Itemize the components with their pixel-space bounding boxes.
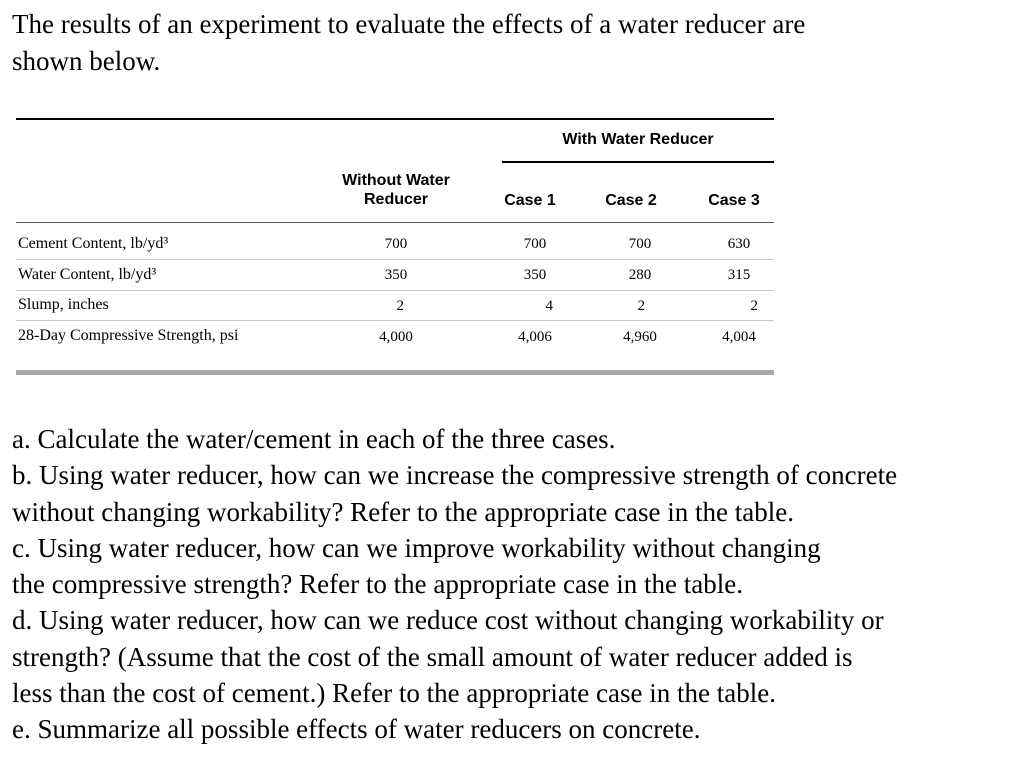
row-label-water: Water Content, lb/yd³ xyxy=(18,266,157,283)
cell-water-case3: 315 xyxy=(727,267,751,283)
header-rule xyxy=(16,222,774,223)
cell-strength-case1: 4,006 xyxy=(518,329,552,345)
col-header-case1: Case 1 xyxy=(504,192,556,209)
col-header-without-line1: Without Water xyxy=(342,172,450,189)
row-separator xyxy=(16,290,774,291)
question-b-line2: without changing workability? Refer to the appropriate case in the table. xyxy=(12,496,794,527)
question-c-line2: the compressive strength? Refer to the appropriate case in the table. xyxy=(12,569,743,600)
cell-cement-without: 700 xyxy=(384,236,408,252)
col-header-case3: Case 3 xyxy=(708,192,760,209)
cell-slump-case2: 2 xyxy=(637,298,645,314)
table-bottom-rule xyxy=(16,370,774,375)
row-label-strength: 28-Day Compressive Strength, psi xyxy=(18,327,239,344)
row-separator xyxy=(16,320,774,321)
cell-strength-without: 4,000 xyxy=(379,329,413,345)
questions xyxy=(12,421,1012,748)
question-d-line3: less than the cost of cement.) Refer to the appropriate case in the table. xyxy=(12,678,776,709)
question-a: a. Calculate the water/cement in each of the three cases. xyxy=(12,424,616,454)
cell-slump-without: 2 xyxy=(396,298,404,314)
group-header-rule xyxy=(502,161,774,163)
question-c-line1: c. Using water reducer, how can we improve workability without changing xyxy=(12,532,821,563)
question-b-line1: b. Using water reducer, how can we increase the compressive strength of concrete xyxy=(12,460,898,491)
cell-water-without: 350 xyxy=(384,267,408,283)
cell-slump-case3: 2 xyxy=(750,298,758,314)
col-header-without xyxy=(316,171,476,209)
cell-cement-case3: 630 xyxy=(727,236,751,252)
cell-water-case1: 350 xyxy=(523,267,547,283)
table-top-rule xyxy=(16,118,774,120)
group-header: With Water Reducer xyxy=(562,131,714,148)
question-d-line2: strength? (Assume that the cost of the small amount of water reducer added is xyxy=(12,641,853,672)
row-separator xyxy=(16,259,774,260)
col-header-without-line2: Reducer xyxy=(363,191,429,208)
cell-slump-case1: 4 xyxy=(545,298,553,314)
cell-cement-case2: 700 xyxy=(628,236,652,252)
row-label-slump: Slump, inches xyxy=(18,296,109,313)
results-table xyxy=(16,118,774,378)
cell-cement-case1: 700 xyxy=(523,236,547,252)
cell-strength-case2: 4,960 xyxy=(623,329,657,345)
question-d-line1: d. Using water reducer, how can we reduce cost without changing workability or xyxy=(12,605,884,636)
cell-strength-case3: 4,004 xyxy=(722,329,756,345)
cell-water-case2: 280 xyxy=(628,267,652,283)
intro-text xyxy=(12,6,1012,80)
question-e: e. Summarize all possible effects of water reducers on concrete. xyxy=(12,714,701,745)
col-header-case2: Case 2 xyxy=(605,192,657,209)
row-label-cement: Cement Content, lb/yd³ xyxy=(18,235,169,252)
intro-line-2: shown below. xyxy=(12,46,161,76)
intro-line-1: The results of an experiment to evaluate the effects of a water reducer are xyxy=(12,9,806,39)
